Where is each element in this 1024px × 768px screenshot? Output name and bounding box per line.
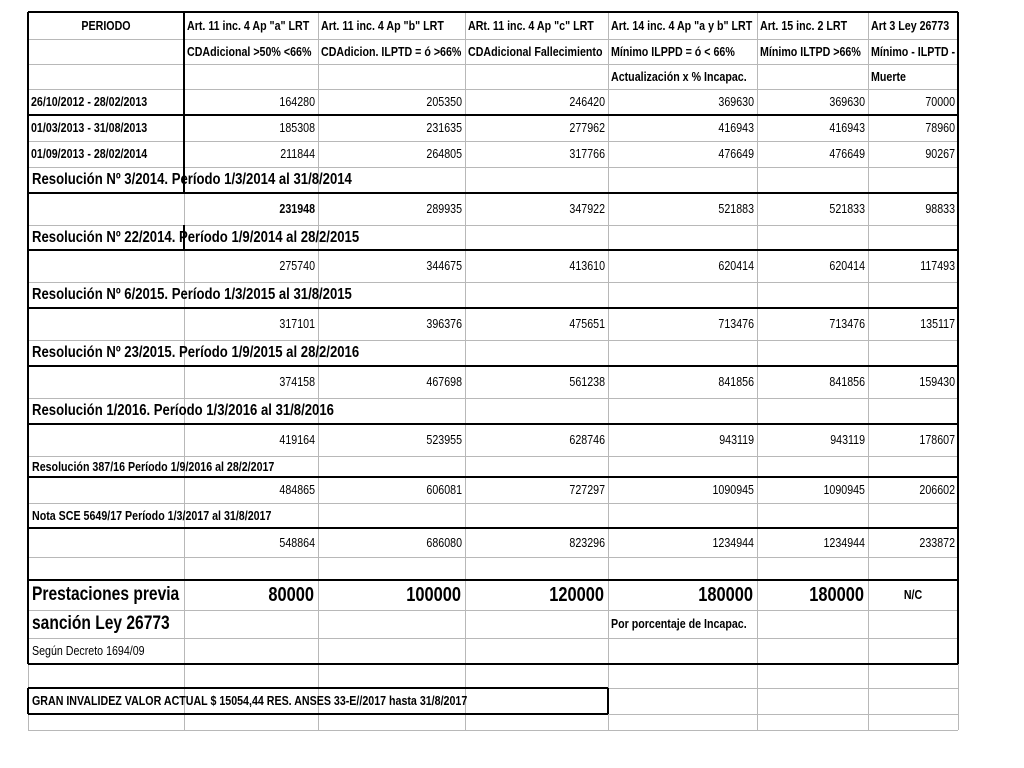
resolution-value: 135117 (920, 316, 955, 331)
resolution-value: 713476 (829, 316, 865, 331)
spreadsheet (28, 12, 958, 730)
resolution-value: 475651 (569, 316, 605, 331)
resolution-value: 606081 (426, 482, 462, 497)
previas-value: 100000 (406, 584, 461, 606)
period-value: 185308 (279, 120, 315, 135)
resolution-value: 823296 (569, 535, 605, 550)
subheader-col-6: Mínimo - ILPTD - (871, 44, 956, 59)
resolution-value: 620414 (718, 258, 754, 273)
resolution-value: 467698 (426, 374, 462, 389)
subheader-col-2: CDAdicion. ILPTD = ó >66% (321, 44, 462, 59)
resolution-value: 943119 (719, 432, 754, 447)
period-value: 78960 (925, 120, 955, 135)
period-value: 205350 (426, 94, 462, 109)
period-value: 476649 (718, 146, 754, 161)
previas-value: 180000 (809, 584, 864, 606)
resolution-value: 727297 (569, 482, 605, 497)
resolution-value: 396376 (426, 316, 462, 331)
period-value: 317766 (569, 146, 605, 161)
gran-invalidez-note: GRAN INVALIDEZ VALOR ACTUAL $ 15054,44 RES. ANSES 33-E//2017 hasta 31/8/2017 (32, 693, 468, 708)
resolution-value: 841856 (829, 374, 865, 389)
resolution-value: 523955 (426, 432, 462, 447)
subheader2-col-4: Actualización x % Incapac. (611, 69, 747, 84)
subheader2-col-0 (31, 64, 154, 89)
period-value: 369630 (718, 94, 754, 109)
resolution-title: Resolución Nº 23/2015. Período 1/9/2015 al 28/2/2016 (32, 344, 360, 361)
resolution-value: 943119 (830, 432, 865, 447)
header-col-4: Art. 14 inc. 4 Ap "a y b" LRT (611, 18, 753, 33)
resolution-value: 521883 (718, 201, 754, 216)
resolution-value: 628746 (569, 432, 605, 447)
subheader-col-5: Mínimo ILTPD >66% (760, 44, 861, 59)
period-value: 90267 (925, 146, 955, 161)
nc-value: N/C (903, 587, 923, 602)
resolution-value: 713476 (718, 316, 754, 331)
period-value: 476649 (829, 146, 865, 161)
subheader-col-0 (31, 39, 154, 64)
resolution-value: 1090945 (712, 482, 754, 497)
incapacity-note: Por porcentaje de Incapac. (611, 616, 747, 631)
period-value: 416943 (829, 120, 865, 135)
previas-subtitle: sanción Ley 26773 (32, 613, 170, 634)
resolution-value: 419164 (279, 432, 315, 447)
resolution-title: Resolución 387/16 Período 1/9/2016 al 28/2/2017 (32, 459, 275, 474)
period-value: 246420 (569, 94, 605, 109)
subheader2-col-1 (187, 64, 292, 89)
resolution-value: 521833 (829, 201, 865, 216)
previas-value: 80000 (268, 584, 314, 606)
resolution-title: Resolución Nº 3/2014. Período 1/3/2014 al 31/8/2014 (32, 171, 352, 188)
subheader2-col-2 (321, 64, 437, 89)
header-col-5: Art. 15 inc. 2 LRT (760, 18, 848, 33)
resolution-value: 374158 (279, 374, 315, 389)
header-col-0: PERIODO (81, 18, 131, 33)
period-label: 26/10/2012 - 28/02/2013 (31, 94, 148, 109)
resolution-value: 686080 (426, 535, 462, 550)
resolution-value: 548864 (279, 535, 315, 550)
resolution-value: 275740 (279, 258, 315, 273)
subheader-col-4: Mínimo ILPPD = ó < 66% (611, 44, 735, 59)
header-col-3: ARt. 11 inc. 4 Ap "c" LRT (468, 18, 594, 33)
resolution-value: 620414 (829, 258, 865, 273)
resolution-value: 561238 (569, 374, 605, 389)
resolution-value: 117493 (920, 258, 955, 273)
resolution-value: 206602 (919, 482, 955, 497)
subheader2-col-3 (468, 64, 580, 89)
resolution-title: Resolución Nº 6/2015. Período 1/3/2015 al 31/8/2015 (32, 286, 352, 303)
period-label: 01/03/2013 - 31/08/2013 (31, 120, 148, 135)
subheader2-col-5 (760, 64, 846, 89)
resolution-value: 98833 (925, 201, 955, 216)
previas-value: 120000 (549, 584, 604, 606)
resolution-title: Resolución Nº 22/2014. Período 1/9/2014 al 28/2/2015 (32, 229, 360, 246)
resolution-value: 484865 (279, 482, 315, 497)
previas-value: 180000 (698, 584, 753, 606)
previas-title: Prestaciones previa (32, 584, 180, 605)
resolution-value: 347922 (569, 201, 605, 216)
period-value: 231635 (426, 120, 462, 135)
header-col-2: Art. 11 inc. 4 Ap "b" LRT (321, 18, 444, 33)
header-col-6: Art 3 Ley 26773 (871, 18, 950, 33)
period-value: 70000 (925, 94, 955, 109)
period-value: 277962 (569, 120, 605, 135)
header-col-1: Art. 11 inc. 4 Ap "a" LRT (187, 18, 310, 33)
resolution-value: 1234944 (823, 535, 865, 550)
resolution-value: 233872 (919, 535, 955, 550)
subheader-col-3: CDAdicional Fallecimiento (468, 44, 603, 59)
resolution-title: Resolución 1/2016. Período 1/3/2016 al 31/8/2016 (32, 402, 334, 419)
resolution-value: 413610 (569, 258, 605, 273)
period-value: 369630 (829, 94, 865, 109)
resolution-value: 231948 (279, 201, 315, 216)
period-value: 164280 (279, 94, 315, 109)
subheader2-col-6: Muerte (871, 69, 906, 84)
resolution-value: 317101 (279, 316, 315, 331)
resolution-value: 1234944 (712, 535, 754, 550)
resolution-value: 841856 (718, 374, 754, 389)
resolution-title: Nota SCE 5649/17 Período 1/3/2017 al 31/8/2017 (32, 508, 272, 523)
subheader-col-1: CDAdicional >50% <66% (187, 44, 312, 59)
resolution-value: 344675 (426, 258, 462, 273)
resolution-value: 289935 (426, 201, 462, 216)
resolution-value: 178607 (919, 432, 955, 447)
resolution-value: 1090945 (823, 482, 865, 497)
period-value: 264805 (426, 146, 462, 161)
decree-note: Según Decreto 1694/09 (32, 643, 145, 658)
period-value: 416943 (718, 120, 754, 135)
period-value: 211844 (280, 146, 315, 161)
resolution-value: 159430 (919, 374, 955, 389)
period-label: 01/09/2013 - 28/02/2014 (31, 146, 148, 161)
